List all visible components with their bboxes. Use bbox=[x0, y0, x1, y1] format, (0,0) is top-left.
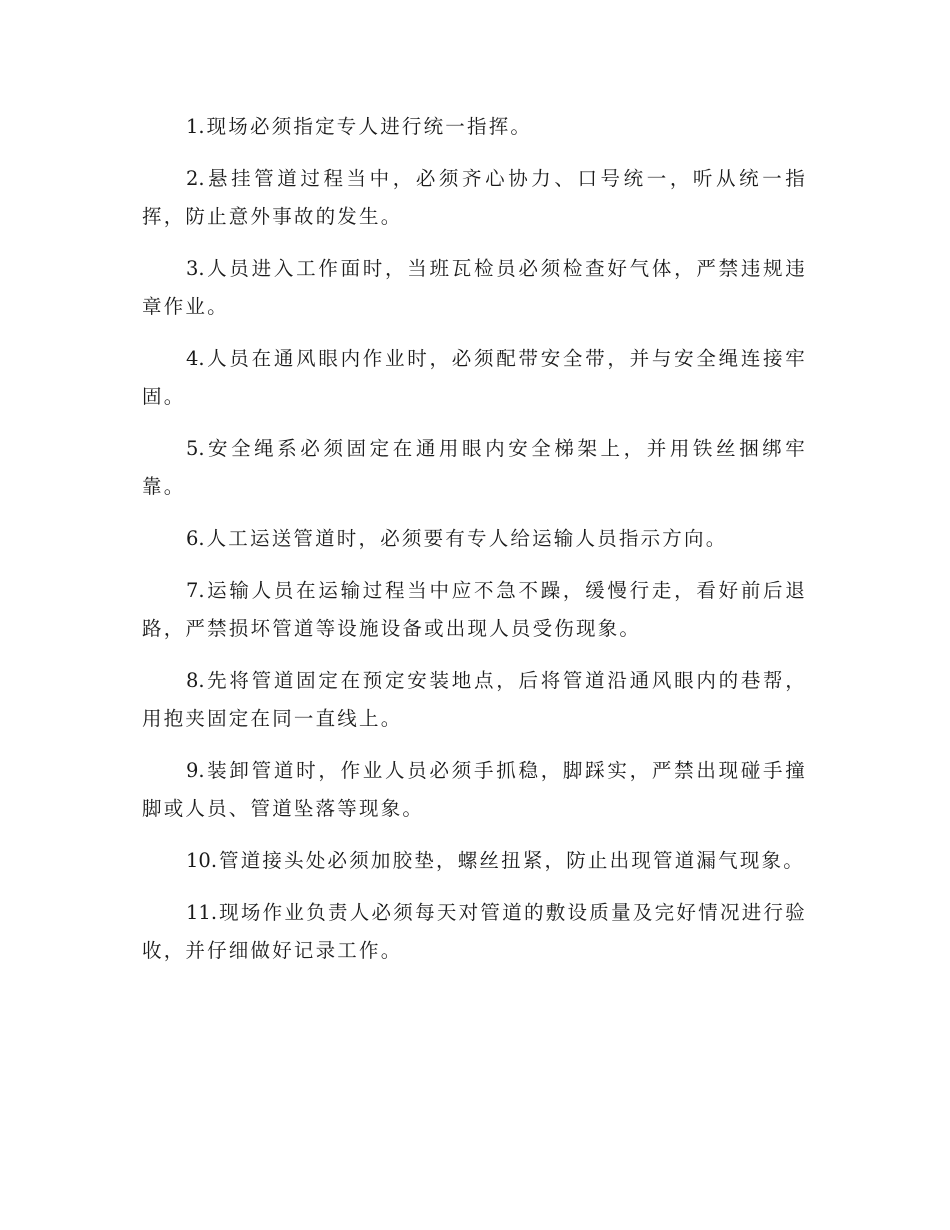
paragraph-number: 8. bbox=[186, 669, 205, 692]
paragraph-number: 11. bbox=[186, 901, 218, 924]
paragraph-text: 人员进入工作面时，当班瓦检员必须检查好气体，严禁违规违章作业。 bbox=[142, 257, 807, 318]
paragraph-text: 现场作业负责人必须每天对管道的敷设质量及完好情况进行验收，并仔细做好记录工作。 bbox=[142, 901, 807, 962]
paragraph-9 bbox=[142, 752, 807, 828]
paragraph-11 bbox=[142, 894, 807, 970]
document-page bbox=[142, 108, 807, 984]
paragraph-text: 人工运送管道时，必须要有专人给运输人员指示方向。 bbox=[206, 527, 728, 550]
paragraph-text: 装卸管道时，作业人员必须手抓稳，脚踩实，严禁出现碰手撞脚或人员、管道坠落等现象。 bbox=[142, 759, 807, 820]
paragraph-text: 运输人员在运输过程当中应不急不躁，缓慢行走，看好前后退路，严禁损坏管道等设施设备或出现人员受伤现象。 bbox=[142, 579, 807, 640]
paragraph-text: 安全绳系必须固定在通用眼内安全梯架上，并用铁丝捆绑牢靠。 bbox=[142, 437, 807, 498]
paragraph-number: 2. bbox=[186, 167, 205, 190]
paragraph-6 bbox=[142, 520, 807, 558]
paragraph-text: 先将管道固定在预定安装地点，后将管道沿通风眼内的巷帮，用抱夹固定在同一直线上。 bbox=[142, 669, 807, 730]
paragraph-text: 管道接头处必须加胶垫，螺丝扭紧，防止出现管道漏气现象。 bbox=[219, 849, 805, 872]
paragraph-number: 3. bbox=[186, 257, 205, 280]
paragraph-1 bbox=[142, 108, 807, 146]
paragraph-7 bbox=[142, 572, 807, 648]
paragraph-number: 10. bbox=[186, 849, 218, 872]
paragraph-text: 人员在通风眼内作业时，必须配带安全带，并与安全绳连接牢固。 bbox=[142, 347, 807, 408]
paragraph-number: 4. bbox=[186, 347, 205, 370]
paragraph-number: 6. bbox=[186, 527, 205, 550]
paragraph-number: 1. bbox=[186, 115, 205, 138]
paragraph-text: 悬挂管道过程当中，必须齐心协力、口号统一，听从统一指挥，防止意外事故的发生。 bbox=[142, 167, 807, 228]
paragraph-8 bbox=[142, 662, 807, 738]
paragraph-number: 9. bbox=[186, 759, 205, 782]
paragraph-text: 现场必须指定专人进行统一指挥。 bbox=[206, 115, 533, 138]
paragraph-4 bbox=[142, 340, 807, 416]
paragraph-10 bbox=[142, 842, 807, 880]
paragraph-5 bbox=[142, 430, 807, 506]
paragraph-number: 5. bbox=[186, 437, 205, 460]
paragraph-3 bbox=[142, 250, 807, 326]
paragraph-2 bbox=[142, 160, 807, 236]
paragraph-number: 7. bbox=[186, 579, 205, 602]
